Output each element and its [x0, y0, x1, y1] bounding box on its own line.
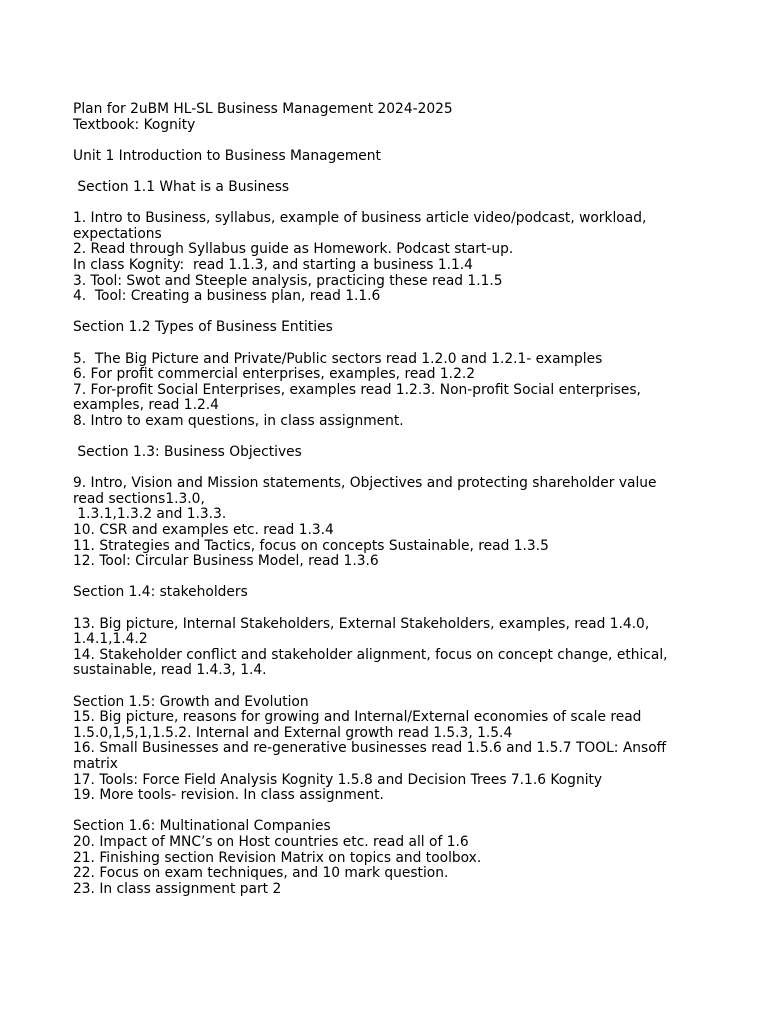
- plan-item: matrix: [73, 755, 118, 772]
- blank-line: [73, 196, 713, 212]
- blank-line: [73, 461, 713, 477]
- plan-item: 2. Read through Syllabus guide as Homework. Podcast start-up.: [73, 241, 514, 258]
- plan-item: sustainable, read 1.4.3, 1.4.: [73, 662, 267, 679]
- plan-item: read sections1.3.0,: [73, 490, 205, 507]
- plan-item: examples, read 1.2.4: [73, 397, 219, 414]
- plan-item: 8. Intro to exam questions, in class assignment.: [73, 412, 404, 429]
- plan-item: 3. Tool: Swot and Steeple analysis, practicing these read 1.1.5: [73, 272, 503, 289]
- plan-item: 14. Stakeholder conflict and stakeholder alignment, focus on concept change, ethical,: [73, 646, 668, 663]
- section-heading: Section 1.4: stakeholders: [73, 584, 248, 601]
- section-heading: Section 1.5: Growth and Evolution: [73, 693, 309, 710]
- plan-item: 21. Finishing section Revision Matrix on topics and toolbox.: [73, 849, 482, 866]
- unit-title: Unit 1 Introduction to Business Management: [73, 147, 381, 164]
- plan-item: 15. Big picture, reasons for growing and Internal/External economies of scale read: [73, 709, 642, 726]
- plan-item: 4. Tool: Creating a business plan, read 1.1.6: [73, 288, 381, 305]
- plan-item: 9. Intro, Vision and Mission statements, Objectives and protecting shareholder value: [73, 475, 657, 492]
- plan-item: 10. CSR and examples etc. read 1.3.4: [73, 522, 334, 539]
- plan-item: expectations: [73, 225, 162, 242]
- sections-container: [73, 180, 713, 897]
- plan-item: 23. In class assignment part 2: [73, 880, 282, 897]
- plan-item: 1. Intro to Business, syllabus, example of business article video/podcast, workload,: [73, 210, 647, 227]
- plan-item: 11. Strategies and Tactics, focus on concepts Sustainable, read 1.3.5: [73, 537, 549, 554]
- section-heading: Section 1.1 What is a Business: [73, 178, 290, 195]
- section-block: [73, 320, 713, 445]
- plan-item: 1.3.1,1.3.2 and 1.3.3.: [73, 506, 227, 523]
- plan-item: 19. More tools- revision. In class assignment.: [73, 787, 384, 804]
- blank-line: [73, 679, 713, 695]
- section-block: [73, 585, 713, 694]
- plan-item: 7. For-profit Social Enterprises, examples read 1.2.3. Non-profit Social enterprises,: [73, 381, 641, 398]
- plan-item: In class Kognity: read 1.1.3, and starting a business 1.1.4: [73, 256, 473, 273]
- plan-item: 1.5.0,1,5,1,1.5.2. Internal and External growth read 1.5.3, 1.5.4: [73, 724, 513, 741]
- plan-item: 6. For profit commercial enterprises, examples, read 1.2.2: [73, 366, 476, 383]
- blank-line: [73, 429, 713, 445]
- section-block: [73, 819, 713, 897]
- blank-line: [73, 601, 713, 617]
- blank-line: [73, 164, 713, 180]
- document-title: Plan for 2uBM HL-SL Business Management 2024-2025: [73, 101, 453, 117]
- blank-line: [73, 133, 713, 149]
- section-block: [73, 180, 713, 320]
- plan-item: 22. Focus on exam techniques, and 10 mark question.: [73, 865, 449, 882]
- section-block: [73, 695, 713, 820]
- section-block: [73, 445, 713, 585]
- blank-line: [73, 804, 713, 820]
- plan-item: 17. Tools: Force Field Analysis Kognity 1.5.8 and Decision Trees 7.1.6 Kognity: [73, 771, 603, 788]
- document-page: [73, 102, 713, 897]
- section-heading: Section 1.2 Types of Business Entities: [73, 319, 333, 336]
- textbook-line: Textbook: Kognity: [73, 116, 196, 133]
- blank-line: [73, 305, 713, 321]
- plan-item: 5. The Big Picture and Private/Public sectors read 1.2.0 and 1.2.1- examples: [73, 350, 603, 367]
- plan-item: 16. Small Businesses and re-generative businesses read 1.5.6 and 1.5.7 TOOL: Ansoff: [73, 740, 667, 757]
- plan-item: 1.4.1,1.4.2: [73, 631, 148, 648]
- blank-line: [73, 570, 713, 586]
- section-heading: Section 1.6: Multinational Companies: [73, 818, 331, 835]
- section-heading: Section 1.3: Business Objectives: [73, 444, 302, 461]
- plan-item: 13. Big picture, Internal Stakeholders, External Stakeholders, examples, read 1.4.0,: [73, 615, 650, 632]
- plan-item: 12. Tool: Circular Business Model, read 1.3.6: [73, 553, 379, 570]
- blank-line: [73, 336, 713, 352]
- plan-item: 20. Impact of MNC’s on Host countries etc. read all of 1.6: [73, 833, 469, 850]
